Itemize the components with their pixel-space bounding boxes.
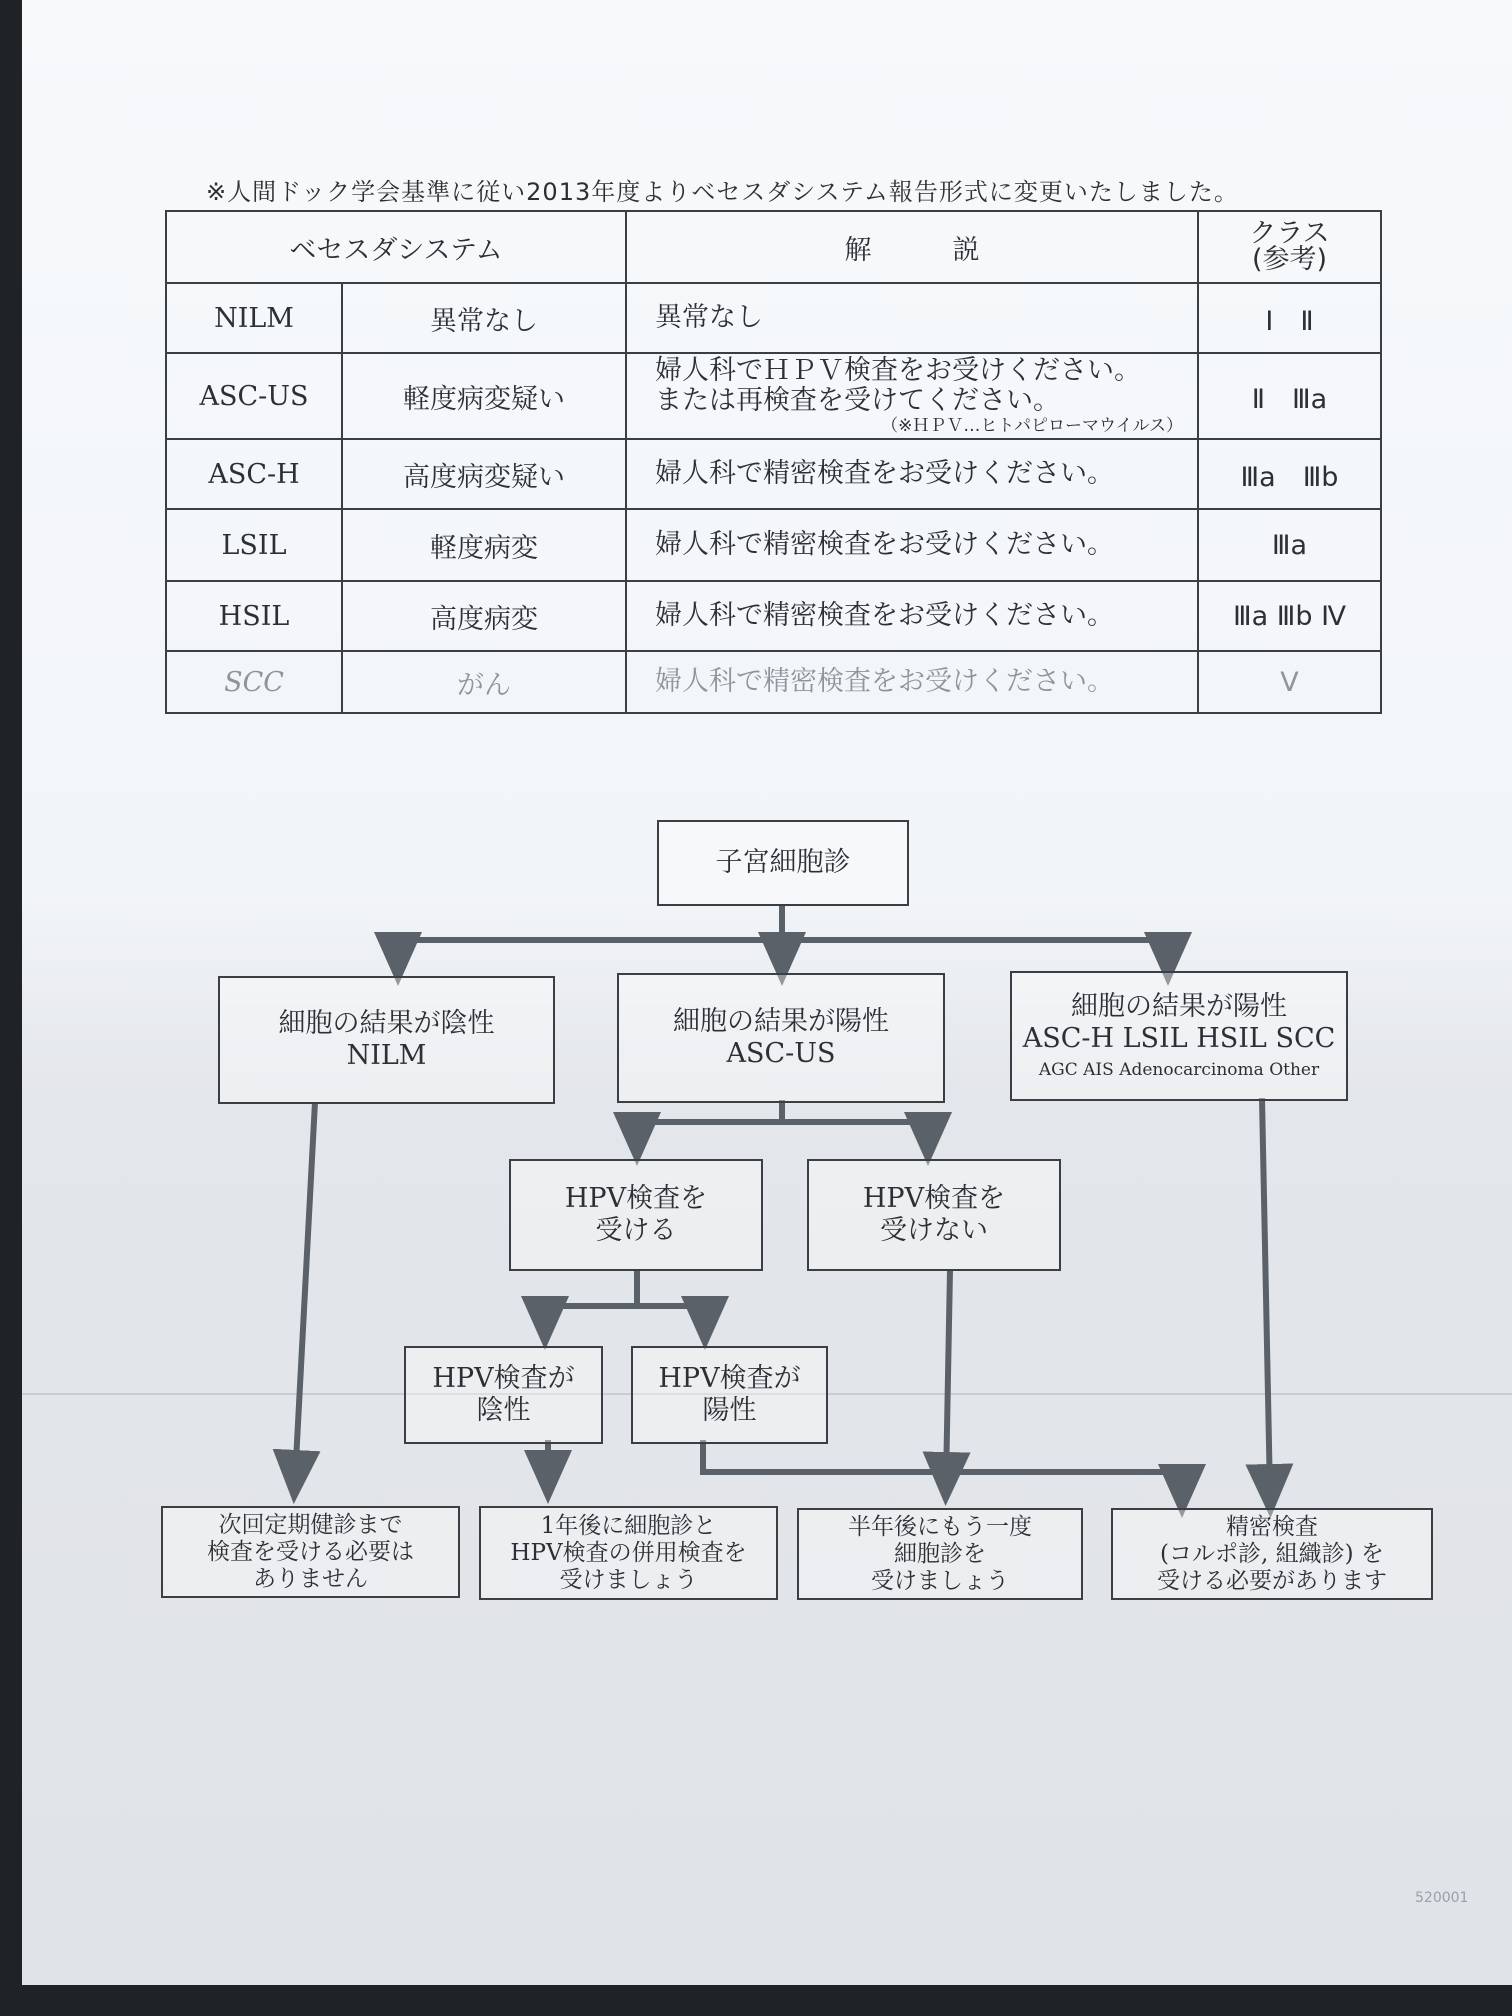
positive-other-line3: AGC AIS Adenocarcinoma Other [1038,1060,1320,1080]
row-class: Ⅲa Ⅲb [1198,439,1381,509]
row-finding: 軽度病変疑い [342,353,626,439]
root-box [657,820,909,906]
row-class: Ⅰ Ⅱ [1198,283,1381,353]
negative-line2: NILM [346,1040,427,1071]
hpv-positive-box [631,1346,828,1444]
row-finding: 異常なし [342,283,626,353]
row-explanation: 婦人科で精密検査をお受けください。 [626,651,1198,713]
row-class: Ⅱ Ⅲa [1198,353,1381,439]
result-no-exam-label: 次回定期健診まで 検査を受ける必要は ありません [207,1511,414,1592]
result-detailed-exam-label: 精密検査 (コルポ診, 組織診) を 受ける必要があります [1157,1513,1387,1594]
root-label: 子宮細胞診 [715,847,851,878]
hpv-not-take-label: HPV検査を 受けない [862,1183,1006,1246]
row-code: SCC [166,651,342,713]
result-six-months-label: 半年後にもう一度 細胞診を 受けましょう [848,1513,1032,1594]
ascus-line1: 細胞の結果が陽性 [673,1006,889,1037]
notice-text: ※人間ドック学会基準に従い2013年度よりベセスダシステム報告形式に変更いたしました。 [206,178,1239,206]
result-detailed-exam-box [1111,1508,1433,1600]
hpv-negative-box [404,1346,603,1444]
row-code: ASC-H [166,439,342,509]
positive-other-box [1010,971,1348,1101]
row-explanation-text: 婦人科でＨＰＶ検査をお受けください。 または再検査を受けてください。 [655,355,1141,416]
row-class: Ⅲa Ⅲb Ⅳ [1198,581,1381,651]
row-finding: 高度病変 [342,581,626,651]
header-explanation: 解 説 [626,211,1198,283]
row-explanation: 婦人科で精密検査をお受けください。 [626,581,1198,651]
header-system: ベセスダシステム [166,211,626,283]
arrow-negative-to-result [295,1102,315,1480]
hpv-negative-label: HPV検査が 陰性 [432,1363,575,1426]
result-no-exam-box [161,1506,460,1598]
negative-box [218,976,555,1104]
row-code: NILM [166,283,342,353]
result-combined-test-label: 1年後に細胞診と HPV検査の併用検査を 受けましょう [510,1512,747,1593]
hpv-take-box [509,1159,763,1271]
row-class: Ⅴ [1198,651,1381,713]
hpv-positive-label: HPV検査が 陽性 [658,1363,801,1426]
result-combined-test-box [479,1506,778,1600]
header-class-text: クラス (参考) [1249,218,1330,275]
hpv-take-label: HPV検査を 受ける [564,1183,708,1246]
row-explanation: 婦人科で精密検査をお受けください。 [626,439,1198,509]
arrow-nottake-to-result [946,1270,950,1482]
row-explanation-note: （※ＨＰＶ…ヒトパピローマウイルス） [881,416,1183,436]
positive-other-line2: ASC-H LSIL HSIL SCC [1022,1023,1336,1054]
row-code: LSIL [166,509,342,581]
row-finding: 軽度病変 [342,509,626,581]
ascus-box [617,973,945,1103]
hpv-not-take-box [807,1159,1061,1271]
ascus-line2: ASC-US [726,1038,836,1069]
row-code: HSIL [166,581,342,651]
row-finding: 高度病変疑い [342,439,626,509]
arrow-hpvpos-to-result [703,1440,1182,1494]
row-finding: がん [342,651,626,713]
row-class: Ⅲa [1198,509,1381,581]
row-explanation: 異常なし [626,283,1198,353]
result-six-months-box [797,1508,1083,1600]
document-code: 520001 [1415,1890,1469,1906]
row-explanation: 婦人科で精密検査をお受けください。 [626,509,1198,581]
row-code: ASC-US [166,353,342,439]
arrow-positive-to-result [1262,1098,1270,1494]
positive-other-line1: 細胞の結果が陽性 [1071,991,1287,1022]
negative-line1: 細胞の結果が陰性 [278,1008,495,1039]
